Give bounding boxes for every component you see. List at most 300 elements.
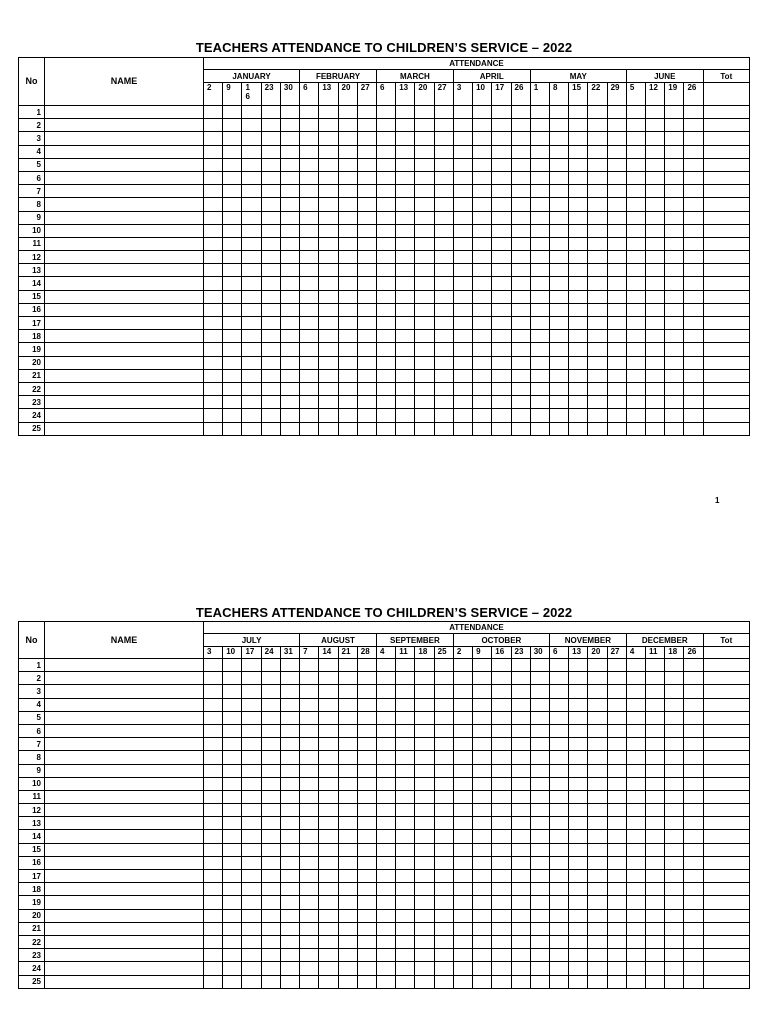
attendance-cell[interactable] [511, 317, 530, 330]
attendance-cell[interactable] [473, 396, 492, 409]
attendance-cell[interactable] [415, 158, 434, 171]
attendance-cell[interactable] [549, 158, 568, 171]
attendance-cell[interactable] [626, 330, 645, 343]
attendance-cell[interactable] [588, 185, 607, 198]
attendance-cell[interactable] [376, 975, 395, 988]
attendance-cell[interactable] [473, 922, 492, 935]
attendance-cell[interactable] [665, 198, 684, 211]
attendance-cell[interactable] [396, 422, 415, 435]
attendance-cell[interactable] [549, 106, 568, 119]
total-cell[interactable] [703, 962, 749, 975]
attendance-cell[interactable] [453, 711, 472, 724]
attendance-cell[interactable] [242, 303, 261, 316]
attendance-cell[interactable] [319, 409, 338, 422]
attendance-cell[interactable] [300, 106, 319, 119]
attendance-cell[interactable] [588, 724, 607, 737]
attendance-cell[interactable] [280, 975, 299, 988]
attendance-cell[interactable] [261, 935, 280, 948]
attendance-cell[interactable] [223, 922, 242, 935]
attendance-cell[interactable] [473, 106, 492, 119]
attendance-cell[interactable] [626, 975, 645, 988]
attendance-cell[interactable] [530, 764, 549, 777]
attendance-cell[interactable] [338, 369, 357, 382]
attendance-cell[interactable] [415, 277, 434, 290]
attendance-cell[interactable] [357, 804, 376, 817]
attendance-cell[interactable] [607, 870, 626, 883]
attendance-cell[interactable] [530, 277, 549, 290]
attendance-cell[interactable] [530, 119, 549, 132]
attendance-cell[interactable] [588, 237, 607, 250]
attendance-cell[interactable] [511, 132, 530, 145]
attendance-cell[interactable] [300, 132, 319, 145]
name-cell[interactable] [45, 224, 204, 237]
attendance-cell[interactable] [261, 883, 280, 896]
attendance-cell[interactable] [242, 106, 261, 119]
attendance-cell[interactable] [434, 935, 453, 948]
attendance-cell[interactable] [338, 224, 357, 237]
attendance-cell[interactable] [376, 145, 395, 158]
attendance-cell[interactable] [646, 883, 665, 896]
attendance-cell[interactable] [415, 343, 434, 356]
attendance-cell[interactable] [261, 317, 280, 330]
attendance-cell[interactable] [607, 119, 626, 132]
attendance-cell[interactable] [569, 935, 588, 948]
attendance-cell[interactable] [607, 224, 626, 237]
attendance-cell[interactable] [473, 975, 492, 988]
attendance-cell[interactable] [280, 277, 299, 290]
attendance-cell[interactable] [492, 922, 511, 935]
attendance-cell[interactable] [492, 817, 511, 830]
attendance-cell[interactable] [492, 975, 511, 988]
attendance-cell[interactable] [588, 356, 607, 369]
attendance-cell[interactable] [280, 790, 299, 803]
attendance-cell[interactable] [223, 106, 242, 119]
attendance-cell[interactable] [376, 685, 395, 698]
attendance-cell[interactable] [684, 949, 703, 962]
attendance-cell[interactable] [223, 185, 242, 198]
attendance-cell[interactable] [684, 409, 703, 422]
attendance-cell[interactable] [319, 949, 338, 962]
name-cell[interactable] [45, 909, 204, 922]
attendance-cell[interactable] [607, 303, 626, 316]
attendance-cell[interactable] [646, 303, 665, 316]
attendance-cell[interactable] [665, 317, 684, 330]
attendance-cell[interactable] [338, 277, 357, 290]
attendance-cell[interactable] [453, 764, 472, 777]
attendance-cell[interactable] [300, 422, 319, 435]
name-cell[interactable] [45, 198, 204, 211]
attendance-cell[interactable] [665, 343, 684, 356]
attendance-cell[interactable] [300, 330, 319, 343]
attendance-cell[interactable] [261, 106, 280, 119]
attendance-cell[interactable] [223, 870, 242, 883]
attendance-cell[interactable] [549, 290, 568, 303]
attendance-cell[interactable] [569, 224, 588, 237]
attendance-cell[interactable] [415, 817, 434, 830]
attendance-cell[interactable] [242, 356, 261, 369]
attendance-cell[interactable] [646, 830, 665, 843]
attendance-cell[interactable] [569, 962, 588, 975]
total-cell[interactable] [703, 277, 749, 290]
attendance-cell[interactable] [473, 817, 492, 830]
attendance-cell[interactable] [530, 962, 549, 975]
attendance-cell[interactable] [300, 290, 319, 303]
attendance-cell[interactable] [588, 870, 607, 883]
name-cell[interactable] [45, 659, 204, 672]
attendance-cell[interactable] [473, 896, 492, 909]
attendance-cell[interactable] [415, 119, 434, 132]
attendance-cell[interactable] [242, 224, 261, 237]
attendance-cell[interactable] [473, 290, 492, 303]
attendance-cell[interactable] [415, 382, 434, 395]
attendance-cell[interactable] [473, 949, 492, 962]
attendance-cell[interactable] [569, 290, 588, 303]
attendance-cell[interactable] [626, 856, 645, 869]
attendance-cell[interactable] [492, 251, 511, 264]
attendance-cell[interactable] [684, 843, 703, 856]
attendance-cell[interactable] [242, 685, 261, 698]
attendance-cell[interactable] [588, 804, 607, 817]
attendance-cell[interactable] [396, 343, 415, 356]
attendance-cell[interactable] [492, 198, 511, 211]
total-cell[interactable] [703, 119, 749, 132]
attendance-cell[interactable] [415, 856, 434, 869]
attendance-cell[interactable] [511, 777, 530, 790]
attendance-cell[interactable] [684, 106, 703, 119]
total-cell[interactable] [703, 843, 749, 856]
attendance-cell[interactable] [473, 738, 492, 751]
attendance-cell[interactable] [569, 843, 588, 856]
attendance-cell[interactable] [646, 185, 665, 198]
attendance-cell[interactable] [242, 896, 261, 909]
attendance-cell[interactable] [338, 659, 357, 672]
attendance-cell[interactable] [569, 804, 588, 817]
attendance-cell[interactable] [530, 251, 549, 264]
attendance-cell[interactable] [261, 171, 280, 184]
attendance-cell[interactable] [376, 369, 395, 382]
attendance-cell[interactable] [300, 396, 319, 409]
attendance-cell[interactable] [473, 751, 492, 764]
attendance-cell[interactable] [242, 185, 261, 198]
attendance-cell[interactable] [473, 356, 492, 369]
name-cell[interactable] [45, 764, 204, 777]
attendance-cell[interactable] [300, 264, 319, 277]
attendance-cell[interactable] [549, 870, 568, 883]
attendance-cell[interactable] [473, 804, 492, 817]
attendance-cell[interactable] [684, 330, 703, 343]
attendance-cell[interactable] [415, 369, 434, 382]
attendance-cell[interactable] [280, 724, 299, 737]
attendance-cell[interactable] [530, 685, 549, 698]
attendance-cell[interactable] [319, 330, 338, 343]
attendance-cell[interactable] [549, 237, 568, 250]
attendance-cell[interactable] [376, 330, 395, 343]
attendance-cell[interactable] [453, 830, 472, 843]
name-cell[interactable] [45, 211, 204, 224]
name-cell[interactable] [45, 935, 204, 948]
attendance-cell[interactable] [434, 303, 453, 316]
attendance-cell[interactable] [376, 751, 395, 764]
attendance-cell[interactable] [415, 777, 434, 790]
attendance-cell[interactable] [665, 856, 684, 869]
attendance-cell[interactable] [261, 264, 280, 277]
name-cell[interactable] [45, 422, 204, 435]
attendance-cell[interactable] [549, 883, 568, 896]
attendance-cell[interactable] [684, 922, 703, 935]
attendance-cell[interactable] [492, 237, 511, 250]
attendance-cell[interactable] [588, 883, 607, 896]
attendance-cell[interactable] [396, 922, 415, 935]
attendance-cell[interactable] [357, 830, 376, 843]
attendance-cell[interactable] [607, 106, 626, 119]
total-cell[interactable] [703, 711, 749, 724]
attendance-cell[interactable] [665, 251, 684, 264]
attendance-cell[interactable] [665, 224, 684, 237]
attendance-cell[interactable] [357, 224, 376, 237]
attendance-cell[interactable] [665, 290, 684, 303]
attendance-cell[interactable] [530, 659, 549, 672]
attendance-cell[interactable] [223, 790, 242, 803]
attendance-cell[interactable] [453, 672, 472, 685]
attendance-cell[interactable] [376, 382, 395, 395]
attendance-cell[interactable] [280, 369, 299, 382]
attendance-cell[interactable] [338, 909, 357, 922]
attendance-cell[interactable] [204, 659, 223, 672]
attendance-cell[interactable] [204, 672, 223, 685]
attendance-cell[interactable] [511, 422, 530, 435]
attendance-cell[interactable] [261, 251, 280, 264]
attendance-cell[interactable] [319, 119, 338, 132]
attendance-cell[interactable] [549, 317, 568, 330]
attendance-cell[interactable] [204, 422, 223, 435]
name-cell[interactable] [45, 949, 204, 962]
attendance-cell[interactable] [549, 738, 568, 751]
attendance-cell[interactable] [453, 277, 472, 290]
attendance-cell[interactable] [453, 870, 472, 883]
total-cell[interactable] [703, 856, 749, 869]
attendance-cell[interactable] [319, 224, 338, 237]
attendance-cell[interactable] [453, 132, 472, 145]
attendance-cell[interactable] [338, 343, 357, 356]
attendance-cell[interactable] [204, 922, 223, 935]
attendance-cell[interactable] [415, 224, 434, 237]
attendance-cell[interactable] [396, 856, 415, 869]
attendance-cell[interactable] [646, 251, 665, 264]
attendance-cell[interactable] [280, 817, 299, 830]
name-cell[interactable] [45, 751, 204, 764]
attendance-cell[interactable] [415, 198, 434, 211]
attendance-cell[interactable] [607, 804, 626, 817]
attendance-cell[interactable] [376, 896, 395, 909]
attendance-cell[interactable] [473, 659, 492, 672]
attendance-cell[interactable] [569, 817, 588, 830]
attendance-cell[interactable] [530, 290, 549, 303]
attendance-cell[interactable] [453, 356, 472, 369]
attendance-cell[interactable] [453, 264, 472, 277]
attendance-cell[interactable] [492, 396, 511, 409]
attendance-cell[interactable] [261, 158, 280, 171]
attendance-cell[interactable] [607, 896, 626, 909]
attendance-cell[interactable] [569, 790, 588, 803]
attendance-cell[interactable] [300, 856, 319, 869]
attendance-cell[interactable] [319, 870, 338, 883]
attendance-cell[interactable] [549, 962, 568, 975]
attendance-cell[interactable] [396, 659, 415, 672]
attendance-cell[interactable] [280, 830, 299, 843]
attendance-cell[interactable] [396, 830, 415, 843]
attendance-cell[interactable] [684, 290, 703, 303]
attendance-cell[interactable] [646, 343, 665, 356]
attendance-cell[interactable] [396, 211, 415, 224]
attendance-cell[interactable] [453, 422, 472, 435]
attendance-cell[interactable] [319, 698, 338, 711]
attendance-cell[interactable] [261, 804, 280, 817]
attendance-cell[interactable] [646, 145, 665, 158]
attendance-cell[interactable] [261, 672, 280, 685]
attendance-cell[interactable] [319, 935, 338, 948]
attendance-cell[interactable] [684, 909, 703, 922]
attendance-cell[interactable] [511, 277, 530, 290]
total-cell[interactable] [703, 975, 749, 988]
attendance-cell[interactable] [415, 790, 434, 803]
attendance-cell[interactable] [453, 106, 472, 119]
attendance-cell[interactable] [415, 303, 434, 316]
attendance-cell[interactable] [607, 817, 626, 830]
attendance-cell[interactable] [357, 264, 376, 277]
attendance-cell[interactable] [261, 237, 280, 250]
attendance-cell[interactable] [223, 949, 242, 962]
attendance-cell[interactable] [646, 843, 665, 856]
attendance-cell[interactable] [300, 790, 319, 803]
attendance-cell[interactable] [300, 251, 319, 264]
attendance-cell[interactable] [588, 843, 607, 856]
attendance-cell[interactable] [511, 672, 530, 685]
attendance-cell[interactable] [357, 119, 376, 132]
total-cell[interactable] [703, 935, 749, 948]
attendance-cell[interactable] [646, 317, 665, 330]
attendance-cell[interactable] [549, 804, 568, 817]
attendance-cell[interactable] [588, 672, 607, 685]
attendance-cell[interactable] [242, 777, 261, 790]
name-cell[interactable] [45, 804, 204, 817]
attendance-cell[interactable] [300, 369, 319, 382]
attendance-cell[interactable] [204, 949, 223, 962]
attendance-cell[interactable] [204, 711, 223, 724]
attendance-cell[interactable] [261, 119, 280, 132]
attendance-cell[interactable] [665, 804, 684, 817]
name-cell[interactable] [45, 185, 204, 198]
attendance-cell[interactable] [684, 711, 703, 724]
attendance-cell[interactable] [665, 382, 684, 395]
attendance-cell[interactable] [511, 751, 530, 764]
attendance-cell[interactable] [569, 237, 588, 250]
attendance-cell[interactable] [588, 106, 607, 119]
attendance-cell[interactable] [376, 317, 395, 330]
attendance-cell[interactable] [434, 330, 453, 343]
attendance-cell[interactable] [396, 185, 415, 198]
attendance-cell[interactable] [242, 237, 261, 250]
attendance-cell[interactable] [204, 751, 223, 764]
attendance-cell[interactable] [626, 777, 645, 790]
attendance-cell[interactable] [607, 724, 626, 737]
attendance-cell[interactable] [626, 751, 645, 764]
attendance-cell[interactable] [300, 237, 319, 250]
attendance-cell[interactable] [376, 396, 395, 409]
name-cell[interactable] [45, 922, 204, 935]
attendance-cell[interactable] [261, 724, 280, 737]
attendance-cell[interactable] [280, 382, 299, 395]
attendance-cell[interactable] [415, 724, 434, 737]
attendance-cell[interactable] [588, 777, 607, 790]
attendance-cell[interactable] [607, 409, 626, 422]
attendance-cell[interactable] [530, 317, 549, 330]
attendance-cell[interactable] [665, 277, 684, 290]
total-cell[interactable] [703, 685, 749, 698]
attendance-cell[interactable] [280, 251, 299, 264]
attendance-cell[interactable] [357, 343, 376, 356]
attendance-cell[interactable] [261, 738, 280, 751]
attendance-cell[interactable] [204, 303, 223, 316]
attendance-cell[interactable] [280, 330, 299, 343]
attendance-cell[interactable] [204, 396, 223, 409]
attendance-cell[interactable] [319, 171, 338, 184]
attendance-cell[interactable] [569, 724, 588, 737]
attendance-cell[interactable] [646, 856, 665, 869]
attendance-cell[interactable] [646, 422, 665, 435]
attendance-cell[interactable] [492, 870, 511, 883]
attendance-cell[interactable] [280, 751, 299, 764]
attendance-cell[interactable] [434, 224, 453, 237]
attendance-cell[interactable] [242, 132, 261, 145]
total-cell[interactable] [703, 132, 749, 145]
attendance-cell[interactable] [415, 751, 434, 764]
attendance-cell[interactable] [357, 711, 376, 724]
attendance-cell[interactable] [626, 935, 645, 948]
attendance-cell[interactable] [376, 672, 395, 685]
attendance-cell[interactable] [319, 185, 338, 198]
attendance-cell[interactable] [665, 843, 684, 856]
total-cell[interactable] [703, 317, 749, 330]
attendance-cell[interactable] [626, 422, 645, 435]
name-cell[interactable] [45, 790, 204, 803]
attendance-cell[interactable] [665, 303, 684, 316]
attendance-cell[interactable] [204, 790, 223, 803]
attendance-cell[interactable] [415, 290, 434, 303]
attendance-cell[interactable] [684, 856, 703, 869]
attendance-cell[interactable] [338, 198, 357, 211]
attendance-cell[interactable] [376, 198, 395, 211]
attendance-cell[interactable] [204, 369, 223, 382]
attendance-cell[interactable] [280, 962, 299, 975]
attendance-cell[interactable] [453, 185, 472, 198]
attendance-cell[interactable] [319, 962, 338, 975]
attendance-cell[interactable] [473, 264, 492, 277]
attendance-cell[interactable] [223, 158, 242, 171]
attendance-cell[interactable] [530, 158, 549, 171]
total-cell[interactable] [703, 237, 749, 250]
attendance-cell[interactable] [626, 896, 645, 909]
attendance-cell[interactable] [357, 158, 376, 171]
attendance-cell[interactable] [376, 962, 395, 975]
attendance-cell[interactable] [204, 119, 223, 132]
attendance-cell[interactable] [549, 909, 568, 922]
attendance-cell[interactable] [415, 317, 434, 330]
attendance-cell[interactable] [204, 264, 223, 277]
attendance-cell[interactable] [280, 237, 299, 250]
attendance-cell[interactable] [607, 949, 626, 962]
attendance-cell[interactable] [588, 422, 607, 435]
attendance-cell[interactable] [223, 382, 242, 395]
